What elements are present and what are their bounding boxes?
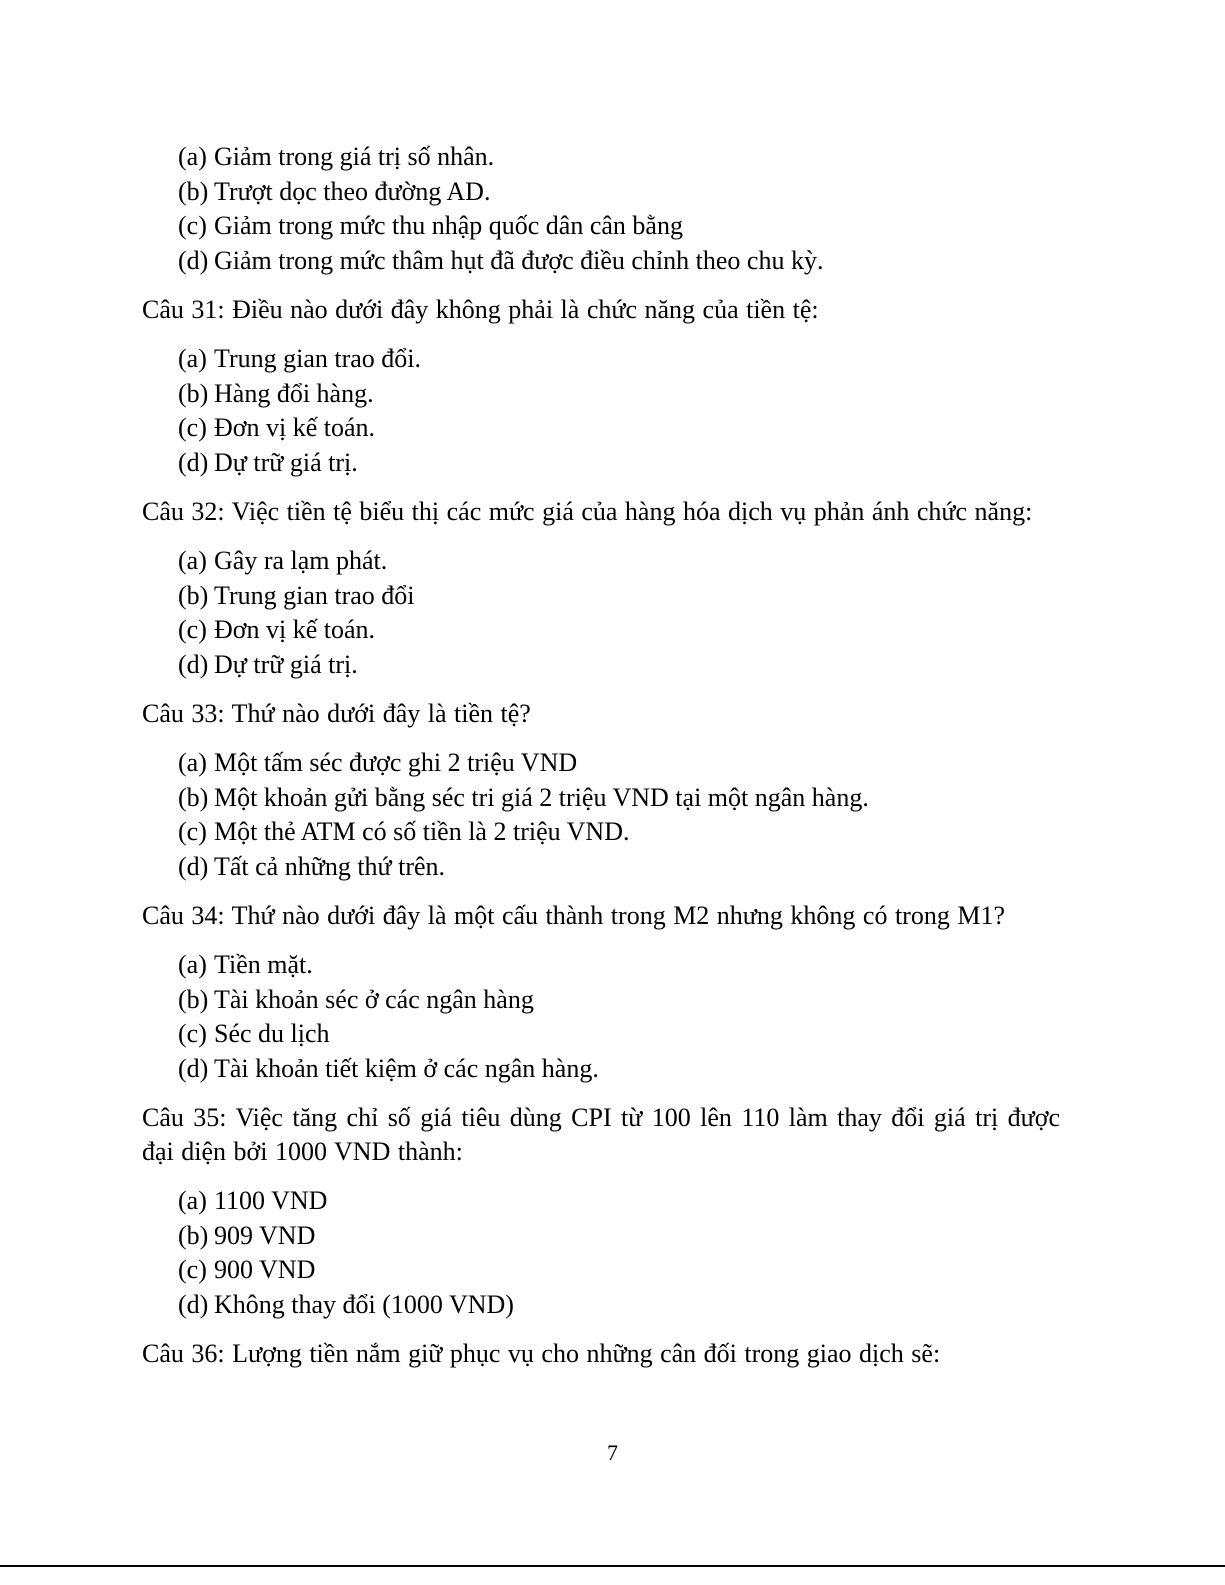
option-text: 1100 VND — [214, 1186, 328, 1216]
option-label: (b) — [178, 176, 209, 206]
option-label: (d) — [178, 1289, 209, 1319]
option-text: Giảm trong giá trị số nhân. — [214, 142, 495, 172]
option-label: (d) — [178, 245, 209, 275]
question-32: Câu 32: Việc tiền tệ biểu thị các mức giá của hàng hóa dịch vụ phản ánh chức năng: — [142, 497, 1033, 526]
option-list — [178, 342, 1060, 480]
question-36: Câu 36: Lượng tiền nắm giữ phục vụ cho những cân đối trong giao dịch sẽ: — [142, 1339, 941, 1368]
option-item — [178, 140, 1060, 175]
option-text: Tiền mặt. — [214, 950, 313, 980]
option-text: 900 VND — [214, 1255, 316, 1285]
option-text: Một thẻ ATM có số tiền là 2 triệu VND. — [214, 817, 630, 847]
option-text: Trượt dọc theo đường AD. — [214, 176, 491, 206]
option-text: Đơn vị kế toán. — [214, 413, 376, 443]
option-text: Giảm trong mức thâm hụt đã được điều chỉnh theo chu kỳ. — [214, 245, 824, 275]
option-text: Không thay đổi (1000 VND) — [214, 1289, 514, 1319]
option-list — [178, 948, 1060, 1086]
option-item — [178, 815, 1060, 850]
page-bottom-rule — [0, 1565, 1225, 1567]
option-label: (b) — [178, 782, 209, 812]
option-text: Dự trữ giá trị. — [214, 649, 358, 679]
page-number: 7 — [607, 1440, 618, 1465]
option-item — [178, 377, 1060, 412]
option-item — [178, 613, 1060, 648]
option-label: (d) — [178, 851, 209, 881]
option-text: Séc du lịch — [214, 1019, 330, 1049]
option-list — [178, 1184, 1060, 1322]
option-item — [178, 446, 1060, 481]
option-list — [178, 746, 1060, 884]
option-item — [178, 1253, 1060, 1288]
question-34: Câu 34: Thứ nào dưới đây là một cấu thành trong M2 nhưng không có trong M1? — [142, 901, 1005, 930]
option-item — [178, 983, 1060, 1018]
option-label: (c) — [178, 1255, 207, 1285]
page-content — [142, 140, 1060, 1386]
option-item — [178, 1052, 1060, 1087]
option-item — [178, 544, 1060, 579]
option-item — [178, 1288, 1060, 1323]
option-label: (d) — [178, 1053, 209, 1083]
question-33: Câu 33: Thứ nào dưới đây là tiền tệ? — [142, 699, 531, 728]
option-item — [178, 648, 1060, 683]
option-label: (a) — [178, 142, 207, 172]
option-text: Một khoản gửi bằng séc tri giá 2 triệu VND tại một ngân hàng. — [214, 782, 869, 812]
option-label: (a) — [178, 1186, 207, 1216]
option-label: (a) — [178, 748, 207, 778]
option-item — [178, 1184, 1060, 1219]
option-text: Tất cả những thứ trên. — [214, 851, 446, 881]
option-item — [178, 579, 1060, 614]
option-label: (a) — [178, 546, 207, 576]
option-label: (c) — [178, 1019, 207, 1049]
option-label: (b) — [178, 378, 209, 408]
option-label: (b) — [178, 580, 209, 610]
option-text: 909 VND — [214, 1220, 316, 1250]
option-item — [178, 342, 1060, 377]
option-list — [178, 140, 1060, 278]
option-item — [178, 1219, 1060, 1254]
option-label: (a) — [178, 344, 207, 374]
option-label: (c) — [178, 211, 207, 241]
option-label: (c) — [178, 615, 207, 645]
option-text: Hàng đổi hàng. — [214, 378, 374, 408]
option-label: (b) — [178, 1220, 209, 1250]
option-item — [178, 209, 1060, 244]
option-list — [178, 544, 1060, 682]
option-item — [178, 411, 1060, 446]
option-text: Trung gian trao đổi — [214, 580, 415, 610]
option-item — [178, 850, 1060, 885]
option-text: Giảm trong mức thu nhập quốc dân cân bằng — [214, 211, 683, 241]
option-label: (c) — [178, 817, 207, 847]
option-label: (c) — [178, 413, 207, 443]
question-31: Câu 31: Điều nào dưới đây không phải là chức năng của tiền tệ: — [142, 295, 819, 324]
option-text: Một tấm séc được ghi 2 triệu VND — [214, 748, 578, 778]
option-text: Dự trữ giá trị. — [214, 447, 358, 477]
option-text: Đơn vị kế toán. — [214, 615, 376, 645]
option-label: (d) — [178, 649, 209, 679]
option-text: Tài khoản tiết kiệm ở các ngân hàng. — [214, 1053, 599, 1083]
option-label: (a) — [178, 950, 207, 980]
question-35: Câu 35: Việc tăng chỉ số giá tiêu dùng CPI từ 100 lên 110 làm thay đổi giá trị được đại diện bởi 1000 VND thành: — [142, 1103, 1060, 1166]
option-item — [178, 781, 1060, 816]
option-label: (b) — [178, 984, 209, 1014]
option-text: Tài khoản séc ở các ngân hàng — [214, 984, 534, 1014]
option-text: Gây ra lạm phát. — [214, 546, 388, 576]
option-item — [178, 175, 1060, 210]
option-item — [178, 1017, 1060, 1052]
option-item — [178, 746, 1060, 781]
option-text: Trung gian trao đổi. — [214, 344, 422, 374]
option-item — [178, 244, 1060, 279]
option-label: (d) — [178, 447, 209, 477]
option-item — [178, 948, 1060, 983]
